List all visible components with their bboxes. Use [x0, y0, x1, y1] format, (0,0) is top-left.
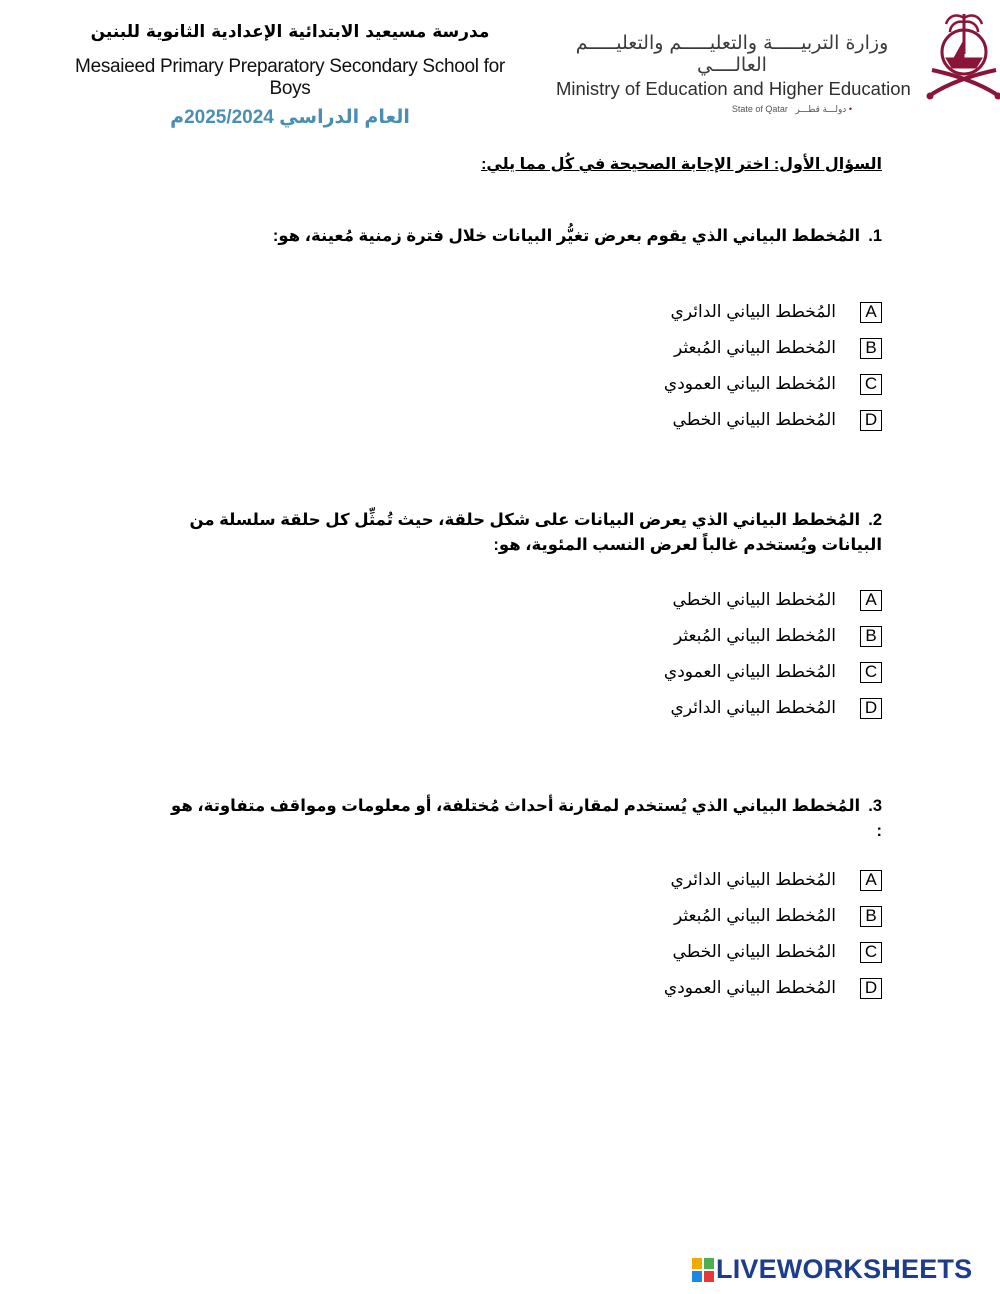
academic-year: العام الدراسي 2025/2024م: [170, 107, 410, 128]
question-text: [162, 224, 882, 249]
question-body: المُخطط البياني الذي يعرض البيانات على شكل حلقة، حيث تُمثِّل كل حلقة سلسلة من البيانات ويُستخدم غالباً لعرض النسب المئوية، هو:: [189, 511, 882, 554]
option-text: المُخطط البياني العمودي: [663, 662, 836, 681]
question-1: [162, 224, 882, 429]
ministry-name-arabic: وزارة التربيـــــة والتعليـــــم والتعليـــــم العالــــي: [575, 32, 889, 76]
question-number: 3.: [868, 797, 882, 815]
option-text: المُخطط البياني العمودي: [663, 374, 836, 393]
option-text: المُخطط البياني الدائري: [670, 698, 836, 717]
option-letter-box[interactable]: A: [860, 870, 882, 891]
liveworksheets-logo-icon: [692, 1258, 714, 1282]
option-text: المُخطط البياني المُبعثر: [673, 626, 836, 645]
option-letter-box[interactable]: D: [860, 698, 882, 719]
option-letter-box[interactable]: C: [860, 374, 882, 395]
school-name-english: Mesaieed Primary Preparatory Secondary School for Boys: [75, 56, 505, 99]
option-letter-box[interactable]: B: [860, 338, 882, 359]
state-label: [556, 104, 908, 115]
qatar-emblem-icon: [918, 4, 1000, 104]
option-letter-box[interactable]: C: [860, 662, 882, 683]
option-letter-box[interactable]: B: [860, 626, 882, 647]
question-text: [162, 508, 882, 558]
option-b[interactable]: [522, 618, 882, 654]
question-number: 2.: [868, 511, 882, 529]
state-dot-icon: •: [848, 104, 852, 114]
option-text: المُخطط البياني المُبعثر: [673, 906, 836, 925]
option-c[interactable]: [522, 934, 882, 970]
option-d[interactable]: [522, 970, 882, 1006]
option-text: المُخطط البياني الخطي: [672, 942, 836, 961]
option-b[interactable]: [522, 330, 882, 366]
page-header: [0, 0, 1000, 140]
option-d[interactable]: [522, 402, 882, 438]
options-list: [522, 582, 882, 726]
option-letter-box[interactable]: B: [860, 906, 882, 927]
ministry-name-english: Ministry of Education and Higher Education: [556, 78, 911, 99]
option-letter-box[interactable]: C: [860, 942, 882, 963]
question-body: المُخطط البياني الذي يُستخدم لمقارنة أحداث مُختلفة، أو معلومات ومواقف متفاوتة، هو :: [171, 797, 882, 840]
section-title: السؤال الأول: اختر الإجابة الصحيحة في كُل مما يلي:: [481, 156, 882, 173]
options-list: [522, 294, 882, 438]
option-text: المُخطط البياني الخطي: [672, 410, 836, 429]
option-text: المُخطط البياني المُبعثر: [673, 338, 836, 357]
option-text: المُخطط البياني الدائري: [670, 302, 836, 321]
option-text: المُخطط البياني الخطي: [672, 590, 836, 609]
state-arabic: دولـــة قطـــر: [795, 104, 847, 114]
option-b[interactable]: [522, 898, 882, 934]
options-list: [522, 862, 882, 1006]
question-body: المُخطط البياني الذي يقوم بعرض تغيُّر البيانات خلال فترة زمنية مُعينة، هو:: [272, 227, 861, 245]
option-letter-box[interactable]: D: [860, 410, 882, 431]
option-letter-box[interactable]: D: [860, 978, 882, 999]
option-a[interactable]: [522, 294, 882, 330]
state-english: State of Qatar: [731, 104, 788, 114]
option-d[interactable]: [522, 690, 882, 726]
option-a[interactable]: [522, 862, 882, 898]
question-3: [162, 794, 882, 997]
liveworksheets-footer: [692, 1254, 972, 1285]
option-text: المُخطط البياني الدائري: [670, 870, 836, 889]
school-info: [60, 22, 520, 129]
option-text: المُخطط البياني العمودي: [663, 978, 836, 997]
question-number: 1.: [868, 227, 882, 245]
liveworksheets-brand: LIVEWORKSHEETS: [716, 1254, 973, 1284]
ministry-info: [556, 32, 911, 115]
option-letter-box[interactable]: A: [860, 590, 882, 611]
option-c[interactable]: [522, 654, 882, 690]
option-a[interactable]: [522, 582, 882, 618]
option-letter-box[interactable]: A: [860, 302, 882, 323]
option-c[interactable]: [522, 366, 882, 402]
school-name-arabic: مدرسة مسيعيد الابتدائية الإعدادية الثانوية للبنين: [90, 22, 490, 42]
question-2: [162, 508, 882, 717]
question-text: [162, 794, 882, 844]
